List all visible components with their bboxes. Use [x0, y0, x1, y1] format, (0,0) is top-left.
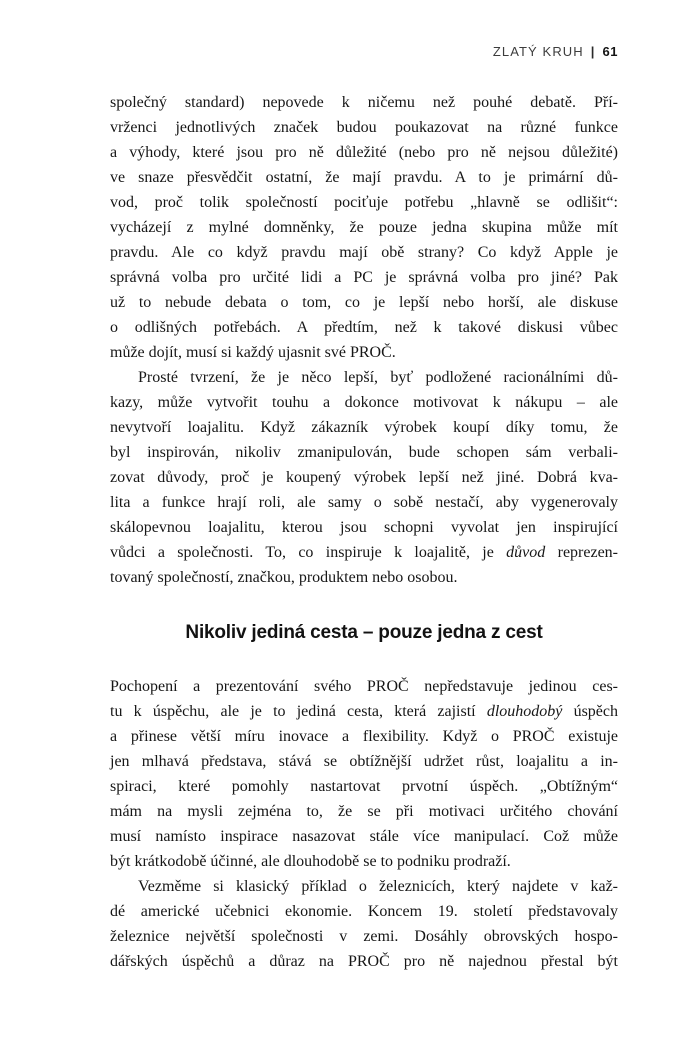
text-line: spiraci, které pomohly nastartovat prvotní úspěch. „Obtížným“ — [110, 778, 618, 795]
text-line: už to nebude debata o tom, co je lepší nebo horší, ale diskuse — [110, 294, 618, 311]
text-line: a přinese větší míru inovace a flexibility. Když o PROČ existuje — [110, 728, 618, 745]
text-line: mám na mysli zejména to, že se při motivaci určitého chování — [110, 803, 618, 820]
text-line: tu k úspěchu, ale je to jediná cesta, která zajistí dlouhodobý úspěch — [110, 703, 618, 720]
text-line: ve snaze přesvědčit ostatní, že mají pravdu. A to je primární dů- — [110, 169, 618, 186]
text-line: společný standard) nepovede k ničemu než pouhé debatě. Pří- — [110, 94, 618, 111]
book-title: ZLATÝ KRUH — [492, 44, 584, 59]
text-line: o odlišných potřebách. A předtím, než k takové diskusi vůbec — [110, 319, 618, 336]
text-line: dé americké učebnici ekonomie. Koncem 19. století představovaly — [110, 903, 618, 920]
text-line: a výhody, které jsou pro ně důležité (nebo pro ně nejsou důležité) — [110, 144, 618, 161]
text-line: kazy, může vytvořit touhu a dokonce motivovat k nákupu – ale — [110, 394, 618, 411]
running-header — [110, 44, 618, 60]
text-line: správná volba pro určité lidi a PC je správná volba pro jiné? Pak — [110, 269, 618, 286]
paragraph — [110, 674, 618, 874]
text-line: být krátkodobě účinné, ale dlouhodobě se to podniku prodraží. — [110, 853, 511, 870]
text-line: tovaný společností, značkou, produktem nebo osobou. — [110, 569, 458, 586]
text-line: vycházejí z mylné domněnky, že pouze jedna skupina může mít — [110, 219, 618, 236]
text-line: skálopevnou loajalitu, kterou jsou schopni vyvolat jen inspirující — [110, 519, 618, 536]
text-line: Prosté tvrzení, že je něco lepší, byť podložené racionálními dů- — [138, 369, 618, 386]
text-line: může dojít, musí si každý ujasnit své PROČ. — [110, 344, 396, 361]
text-line: pravdu. Ale co když pravdu mají obě strany? Co když Apple je — [110, 244, 618, 261]
text-line: vod, proč tolik společností pociťuje potřebu „hlavně se odlišit“: — [110, 194, 618, 211]
text-line: vůdci a společnosti. To, co inspiruje k loajalitě, je důvod reprezen- — [110, 544, 619, 561]
body-text — [110, 90, 618, 974]
text-line: železnice největší společnosti v zemi. Dosáhly obrovských hospo- — [110, 928, 618, 945]
text-line: Pochopení a prezentování svého PROČ nepředstavuje jedinou ces- — [110, 678, 618, 695]
paragraph — [110, 365, 618, 590]
text-line: dářských úspěchů a důraz na PROČ pro ně najednou přestal být — [110, 953, 618, 970]
text-line: jen mlhavá představa, stává se obtížnější udržet růst, loajalitu a in- — [110, 753, 618, 770]
page-number: 61 — [602, 44, 618, 59]
text-line: nevytvoří loajalitu. Když zákazník výrobek koupí díky tomu, že — [110, 419, 618, 436]
header-separator: | — [590, 44, 596, 59]
text-line: zovat důvody, proč je koupený výrobek lepší než jiné. Dobrá kva- — [110, 469, 618, 486]
text-line: musí namísto inspirace nasazovat stále více manipulací. Což může — [110, 828, 618, 845]
text-line: Vezměme si klasický příklad o železnicích, který najdete v kaž- — [138, 878, 618, 895]
text-line: lita a funkce hrají roli, ale samy o sobě nestačí, aby vygenerovaly — [110, 494, 618, 511]
text-line: vrženci jednotlivých značek budou poukazovat na různé funkce — [110, 119, 618, 136]
paragraph — [110, 90, 618, 365]
section-heading: Nikoliv jediná cesta – pouze jedna z cest — [185, 622, 543, 643]
paragraph — [110, 874, 618, 974]
text-line: byl inspirován, nikoliv zmanipulován, bude schopen sám verbali- — [110, 444, 618, 461]
